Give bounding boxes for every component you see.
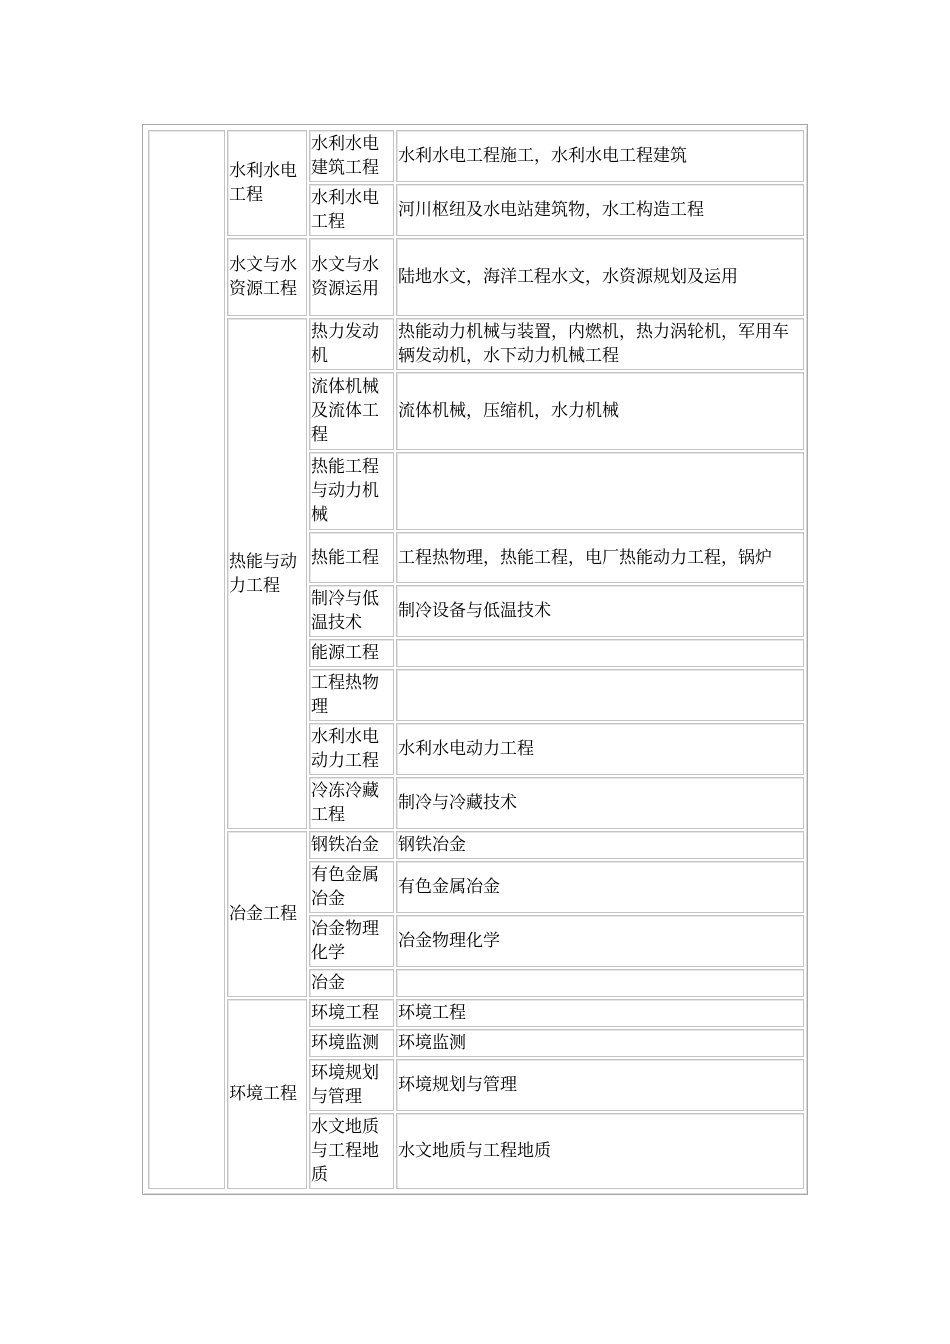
subject-cell: 水利水电工程 [309,184,394,236]
subject-cell: 钢铁冶金 [309,831,394,859]
description-cell [396,969,804,997]
description-cell: 有色金属冶金 [396,861,804,913]
subject-cell: 环境规划与管理 [309,1059,394,1111]
description-cell: 钢铁冶金 [396,831,804,859]
blank-first-column [148,130,225,1189]
description-cell: 制冷设备与低温技术 [396,585,804,637]
group-cell: 水文与水资源工程 [227,238,307,316]
description-cell: 冶金物理化学 [396,915,804,967]
subject-cell: 冶金 [309,969,394,997]
description-cell: 环境工程 [396,999,804,1027]
subject-cell: 有色金属冶金 [309,861,394,913]
subject-cell: 冷冻冷藏工程 [309,777,394,829]
subject-cell: 水文地质与工程地质 [309,1113,394,1189]
description-cell: 水利水电动力工程 [396,723,804,775]
subject-cell: 水利水电建筑工程 [309,130,394,182]
description-cell: 流体机械，压缩机，水力机械 [396,372,804,450]
subject-cell: 水利水电动力工程 [309,723,394,775]
subject-cell: 环境工程 [309,999,394,1027]
description-cell: 工程热物理，热能工程，电厂热能动力工程，锅炉 [396,532,804,583]
subject-cell: 环境监测 [309,1029,394,1057]
description-cell: 水利水电工程施工，水利水电工程建筑 [396,130,804,182]
table-row [148,130,804,182]
description-cell: 水文地质与工程地质 [396,1113,804,1189]
description-cell: 制冷与冷藏技术 [396,777,804,829]
group-cell: 环境工程 [227,999,307,1189]
subject-cell: 制冷与低温技术 [309,585,394,637]
description-cell [396,669,804,721]
description-cell: 陆地水文，海洋工程水文，水资源规划及运用 [396,238,804,316]
major-table [146,128,806,1191]
group-cell: 水利水电工程 [227,130,307,236]
table-row [148,999,804,1027]
description-cell [396,639,804,667]
subject-cell: 热力发动机 [309,318,394,370]
table-row [148,831,804,859]
description-cell: 环境监测 [396,1029,804,1057]
subject-cell: 热能工程 [309,532,394,583]
group-cell: 冶金工程 [227,831,307,997]
description-cell: 河川枢纽及水电站建筑物，水工构造工程 [396,184,804,236]
subject-cell: 冶金物理化学 [309,915,394,967]
group-cell: 热能与动力工程 [227,318,307,829]
description-cell: 环境规划与管理 [396,1059,804,1111]
subject-cell: 流体机械及流体工程 [309,372,394,450]
description-cell: 热能动力机械与装置，内燃机，热力涡轮机，军用车辆发动机，水下动力机械工程 [396,318,804,370]
table-row [148,318,804,370]
subject-cell: 水文与水资源运用 [309,238,394,316]
subject-cell: 工程热物理 [309,669,394,721]
description-cell [396,452,804,530]
subject-cell: 能源工程 [309,639,394,667]
table-row [148,238,804,316]
subject-cell: 热能工程与动力机械 [309,452,394,530]
